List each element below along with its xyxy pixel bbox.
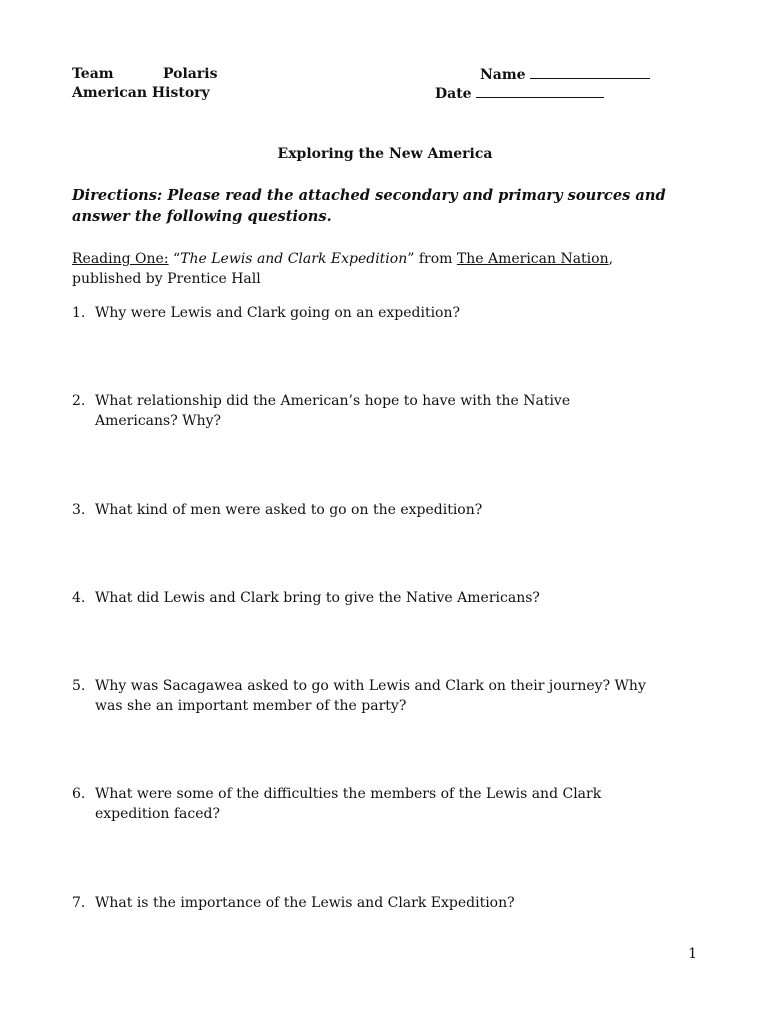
- question-number: 4.: [72, 590, 86, 606]
- publisher-line: published by Prentice Hall: [72, 271, 261, 287]
- article-title: The Lewis and Clark Expedition: [180, 251, 408, 267]
- question-text: What were some of the difficulties the members of the Lewis and Clark: [95, 786, 602, 802]
- question-number: 5.: [72, 678, 86, 694]
- team-label: Team: [72, 66, 114, 82]
- question-text-continued: Americans? Why?: [95, 413, 222, 429]
- name-blank-line: [530, 64, 650, 79]
- question-4: [72, 588, 712, 608]
- subject-label: American History: [72, 85, 210, 101]
- question-number: 6.: [72, 786, 86, 802]
- question-number: 2.: [72, 393, 86, 409]
- question-7: [72, 893, 712, 913]
- page-title: Exploring the New America: [277, 146, 493, 162]
- reading-label: Reading One:: [72, 251, 169, 267]
- quote-open: “: [173, 251, 181, 267]
- question-text: What kind of men were asked to go on the expedition?: [95, 502, 483, 518]
- question-text: Why were Lewis and Clark going on an expedition?: [95, 305, 461, 321]
- question-5: [72, 676, 712, 716]
- question-text: What relationship did the American’s hope to have with the Native: [95, 393, 571, 409]
- date-label: Date: [435, 86, 472, 102]
- question-text: Why was Sacagawea asked to go with Lewis and Clark on their journey? Why: [95, 678, 646, 694]
- question-2: [72, 391, 712, 431]
- question-text-continued: was she an important member of the party?: [95, 698, 407, 714]
- question-6: [72, 784, 712, 824]
- date-field: [435, 83, 604, 104]
- citation-comma: ,: [608, 251, 614, 267]
- date-blank-line: [476, 83, 604, 98]
- directions-line-1: Directions: Please read the attached secondary and primary sources and: [72, 187, 666, 204]
- book-title: The American Nation: [456, 251, 609, 267]
- page-number: 1: [688, 946, 697, 962]
- question-1: [72, 303, 712, 323]
- name-field: [480, 64, 650, 85]
- question-number: 7.: [72, 895, 86, 911]
- team-name: Polaris: [163, 66, 218, 82]
- question-text: What did Lewis and Clark bring to give the Native Americans?: [95, 590, 540, 606]
- question-3: [72, 500, 712, 520]
- quote-close: ” from: [407, 251, 457, 267]
- question-text-continued: expedition faced?: [95, 806, 220, 822]
- question-text: What is the importance of the Lewis and Clark Expedition?: [95, 895, 515, 911]
- name-label: Name: [480, 67, 526, 83]
- reading-citation: [72, 249, 613, 269]
- question-number: 1.: [72, 305, 86, 321]
- question-number: 3.: [72, 502, 86, 518]
- directions-line-2: answer the following questions.: [72, 208, 332, 225]
